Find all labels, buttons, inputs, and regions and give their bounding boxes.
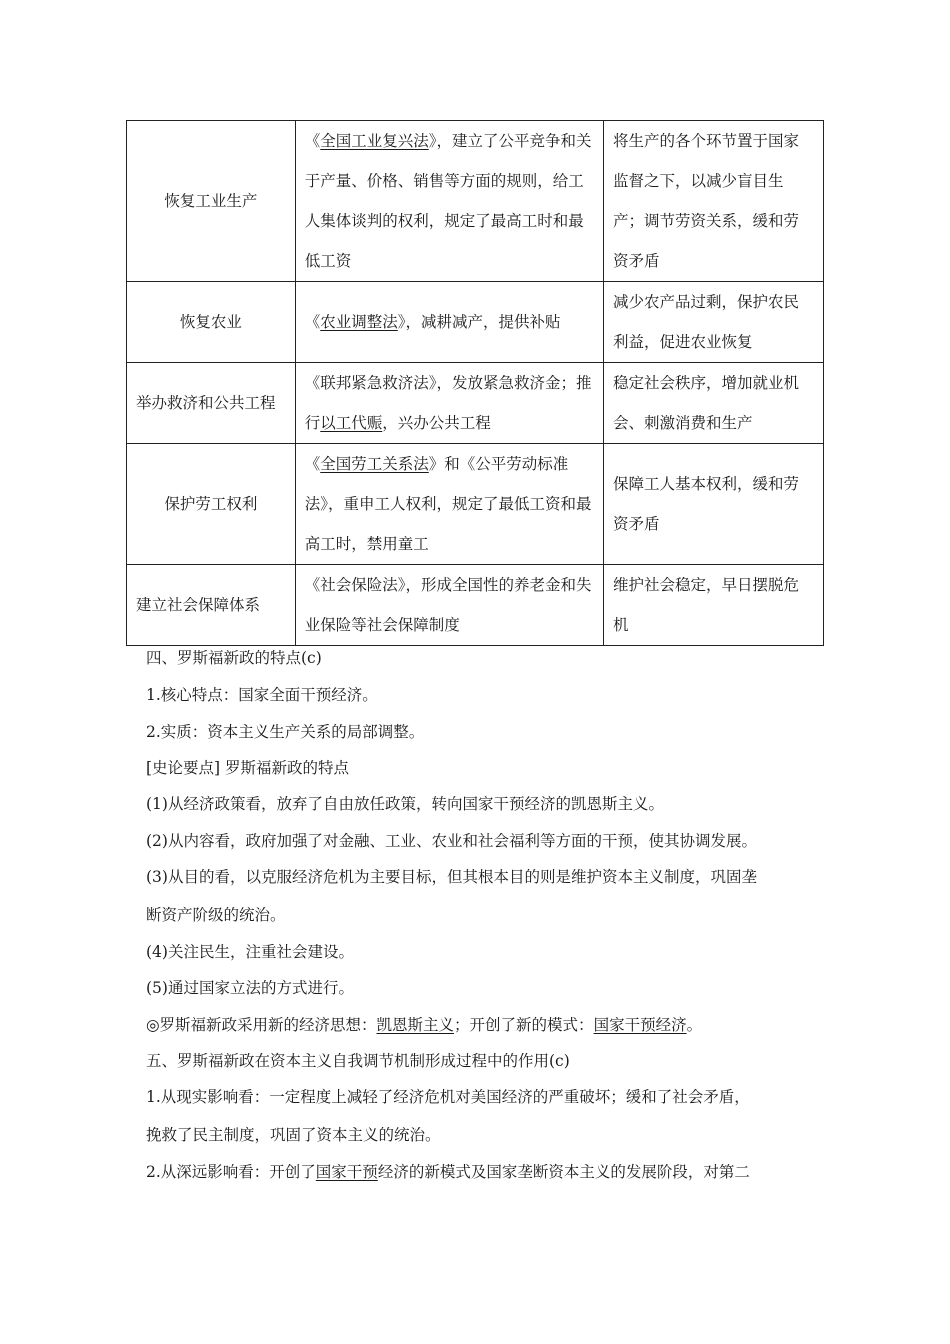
effect-cell: 维护社会稳定，早日摆脱危机	[604, 565, 824, 646]
effect-cell: 减少农产品过剩，保护农民利益，促进农业恢复	[604, 282, 824, 363]
text-line	[146, 684, 826, 706]
table-row	[127, 121, 824, 282]
text-segment: 。	[686, 1016, 703, 1034]
content-cell	[295, 363, 603, 444]
text-segment: (4)关注民生，注重社会建设。	[146, 943, 354, 961]
text-segment: 《	[304, 313, 321, 331]
text-segment: 挽救了民主制度，巩固了资本主义的统治。	[146, 1126, 441, 1144]
underlined-term: 全国工业复兴法	[320, 132, 429, 150]
section-heading-features	[146, 647, 826, 669]
text-segment: 《联邦紧急救济法》，发放紧急救济金；推行	[304, 374, 592, 432]
effect-cell: 保障工人基本权利，缓和劳资矛盾	[604, 444, 824, 565]
text-segment: 五、罗斯福新政在资本主义自我调节机制形成过程中的作用(c)	[146, 1052, 570, 1070]
text-line	[146, 830, 826, 852]
text-segment: 《社会保险法》，形成全国性的养老金和失业保险等社会保障制度	[304, 576, 592, 634]
underlined-term: 国家干预	[315, 1163, 378, 1181]
underlined-term: 凯恩斯主义	[376, 1016, 455, 1034]
text-line	[146, 941, 826, 963]
key-points-heading	[146, 757, 826, 779]
text-segment: (2)从内容看，政府加强了对金融、工业、农业和社会福利等方面的干预，使其协调发展。	[146, 832, 757, 850]
text-segment: 断资产阶级的统治。	[146, 906, 286, 924]
text-segment: ，兴办公共工程	[382, 414, 491, 432]
new-deal-measures-table	[126, 120, 824, 646]
text-segment: 2.实质：资本主义生产关系的局部调整。	[146, 723, 425, 741]
table-row	[127, 565, 824, 646]
underlined-term: 以工代赈	[320, 414, 383, 432]
text-line	[146, 866, 826, 888]
text-segment: (1)从经济政策看，放弃了自由放任政策，转向国家干预经济的凯恩斯主义。	[146, 795, 664, 813]
measure-cell: 恢复农业	[127, 282, 296, 363]
content-cell	[295, 121, 603, 282]
effect-cell: 稳定社会秩序，增加就业机会、刺激消费和生产	[604, 363, 824, 444]
table-row	[127, 444, 824, 565]
text-segment: ；开创了新的模式：	[454, 1016, 594, 1034]
measure-cell: 建立社会保障体系	[127, 565, 296, 646]
effect-cell: 将生产的各个环节置于国家监督之下，以减少盲目生产；调节劳资关系，缓和劳资矛盾	[604, 121, 824, 282]
text-segment: 经济的新模式及国家垄断资本主义的发展阶段，对第二	[377, 1163, 750, 1181]
text-line	[146, 793, 826, 815]
table-row	[127, 282, 824, 363]
content-cell	[295, 282, 603, 363]
text-line	[146, 1161, 826, 1183]
section-heading-role	[146, 1050, 826, 1072]
text-line	[146, 1086, 826, 1108]
text-segment: 《	[304, 455, 321, 473]
text-segment: [史论要点] 罗斯福新政的特点	[146, 759, 350, 777]
underlined-term: 农业调整法	[320, 313, 398, 331]
content-cell	[295, 444, 603, 565]
text-segment: (5)通过国家立法的方式进行。	[146, 979, 354, 997]
text-segment: 1.核心特点：国家全面干预经济。	[146, 686, 378, 704]
content-cell	[295, 565, 603, 646]
measure-cell: 保护劳工权利	[127, 444, 296, 565]
underlined-term: 全国劳工关系法	[320, 455, 429, 473]
text-segment: 1.从现实影响看：一定程度上减轻了经济危机对美国经济的严重破坏；缓和了社会矛盾，	[146, 1088, 750, 1106]
text-line	[146, 1014, 826, 1036]
text-line	[146, 904, 826, 926]
measure-cell: 恢复工业生产	[127, 121, 296, 282]
text-line	[146, 977, 826, 999]
text-segment: 《	[304, 132, 321, 150]
text-segment: 》，建立了公平竞争和关于产量、价格、销售等方面的规则，给工人集体谈判的权利，规定了最高工时和最低工资	[304, 132, 592, 270]
text-segment: 》和《公平劳动标准法》，重申工人权利，规定了最低工资和最高工时，禁用童工	[304, 455, 592, 553]
text-segment: ◎罗斯福新政采用新的经济思想：	[146, 1016, 377, 1034]
text-line	[146, 721, 826, 743]
text-line	[146, 1124, 826, 1146]
text-segment: (3)从目的看，以克服经济危机为主要目标，但其根本目的则是维护资本主义制度，巩固垄	[146, 868, 757, 886]
underlined-term: 国家干预经济	[593, 1016, 687, 1034]
measure-cell: 举办救济和公共工程	[127, 363, 296, 444]
text-segment: 四、罗斯福新政的特点(c)	[146, 649, 322, 667]
text-segment: 2.从深远影响看：开创了	[146, 1163, 316, 1181]
text-segment: 》，减耕减产，提供补贴	[397, 313, 561, 331]
table-row	[127, 363, 824, 444]
